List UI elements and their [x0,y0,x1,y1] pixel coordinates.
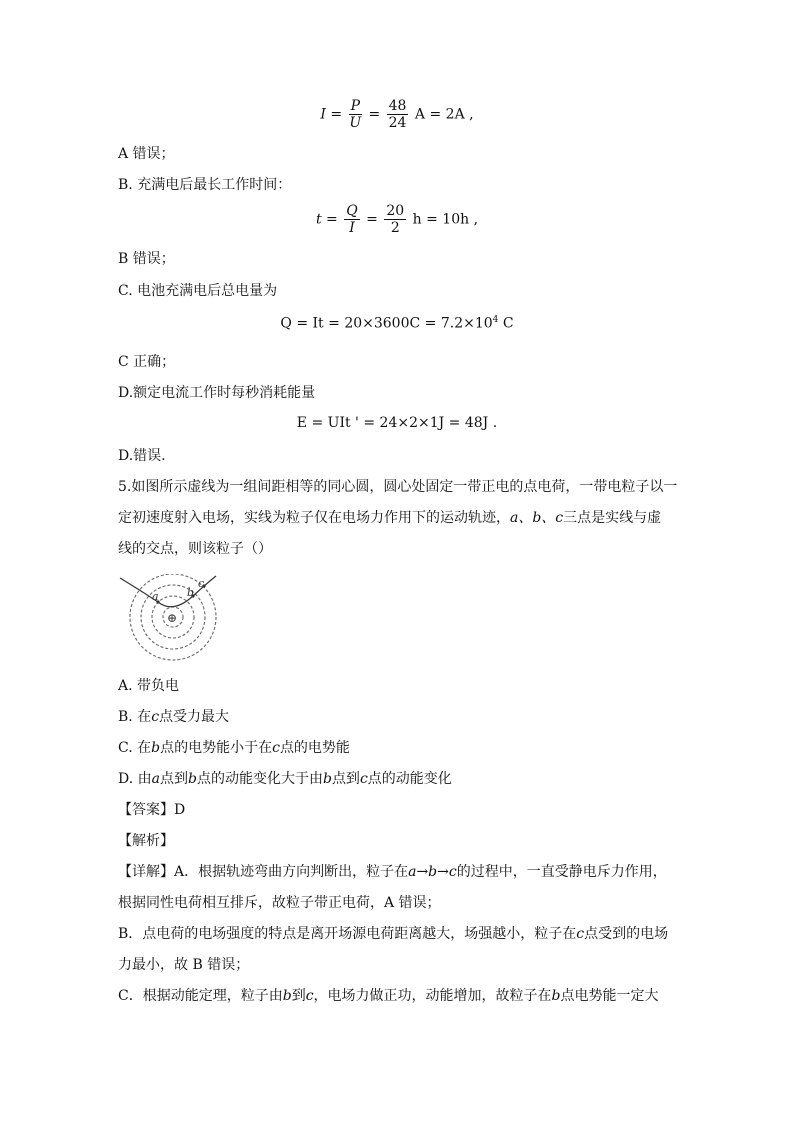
point-c-label: c [198,577,205,590]
question-line-2: 定初速度射入电场，实线为粒子仅在电场力作用下的运动轨迹，a、b、c三点是实线与虚 [118,510,662,526]
detail-line-5: C．根据动能定理，粒子由b到c，电场力做正功，动能增加，故粒子在b点电势能一定大 [118,988,659,1004]
question-line-1: 5.如图所示虚线为一组间距相等的同心圆，圆心处固定一带正电的点电荷，一带电粒子以一 [118,479,678,495]
detail-line-3: B．点电荷的电场强度的特点是离开场源电荷距离越大，场强越小，粒子在c点受到的电场 [118,926,669,942]
point-b-label: b [187,586,195,599]
detail-line-4: 力最小，故 B 错误； [118,957,250,973]
text-b-intro: B. 充满电后最长工作时间： [118,177,292,193]
option-d: D. 由a点到b点的动能变化大于由b点到c点的动能变化 [118,771,452,787]
detail-line-2: 根据同性电荷相互排斥，故粒子带正电荷，A 错误； [118,895,441,911]
equation-current: I = $\frac{P}{U}$ = $\frac{48}{24}$ A = 2A , [320,98,474,131]
text-d-wrong: D.错误. [118,448,166,464]
analysis-label: 【解析】 [118,833,174,849]
answer-label: 【答案】D [118,802,186,818]
detail-line-1: 【详解】A．根据轨迹弯曲方向判断出，粒子在a→b→c的过程中，一直受静电斥力作用， [118,864,667,880]
positive-charge-icon: ⊕ [167,611,178,625]
equation-energy: E = UIt ' = 24×2×1J = 48J . [296,415,498,431]
text-a-wrong: A 错误； [118,146,175,162]
text-c-correct: C 正确； [118,354,176,370]
text-b-wrong: B 错误； [118,251,175,267]
point-a-label: a [152,590,159,603]
text-c-intro: C. 电池充满电后总电量为 [118,283,278,299]
option-b: B. 在c点受力最大 [118,709,230,725]
equation-time: t = $\frac{Q}{I}$ = $\frac{20}{2}$ h = 10h , [315,203,479,236]
text-d-intro: D.额定电流工作时每秒消耗能量 [118,385,316,401]
equation-charge: $Q = It = 20\times 3600C = 7.2\times 10^4$ C [280,315,514,332]
question-line-3: 线的交点，则该粒子（） [118,541,272,557]
option-a: A. 带负电 [118,678,180,694]
concentric-field-figure [118,574,228,668]
option-c: C. 在b点的电势能小于在c点的电势能 [118,740,350,756]
